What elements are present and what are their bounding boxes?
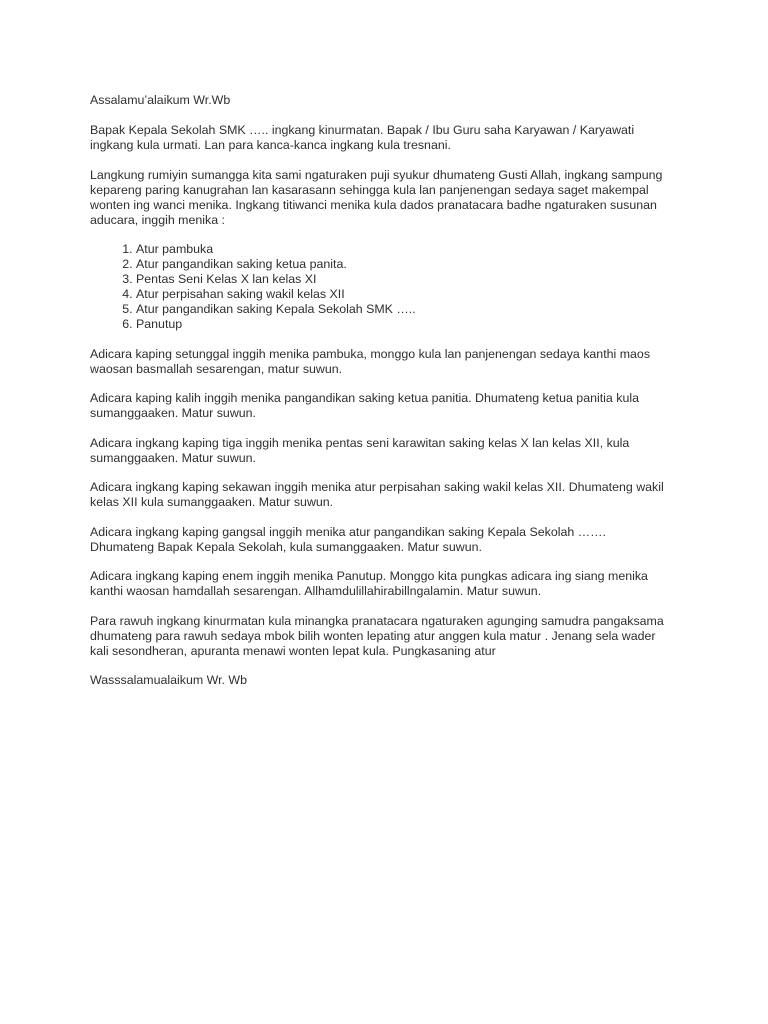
- text-line: Adicara ingkang kaping gangsal inggih menika atur pangandikan saking Kepala Sekolah …….: [90, 524, 606, 539]
- text-line: Para rawuh ingkang kinurmatan kula minangka pranatacara ngaturaken agunging samudra pangaksama: [90, 613, 664, 628]
- greeting: Assalamu’alaikum Wr.Wb: [90, 93, 231, 107]
- text-line: dhumateng para rawuh sedaya mbok bilih wonten lepating atur anggen kula matur . Jenang sela wader: [90, 628, 656, 643]
- text-line: Adicara kaping kalih inggih menika pangandikan saking ketua panitia. Dhumateng ketua panitia kula: [90, 391, 639, 405]
- text-line: Dhumateng Bapak Kepala Sekolah, kula sumanggaaken. Matur suwun.: [90, 539, 482, 554]
- text-line: kepareng paring kanugrahan lan kasarasann sehingga kula lan panjenengan sedaya saget makempal: [90, 182, 649, 197]
- paragraph-apology: [90, 614, 686, 659]
- paragraph-event-1: [90, 347, 686, 377]
- text-line: aducara, inggih menika :: [90, 212, 226, 227]
- agenda-item: 3. Pentas Seni Kelas X lan kelas XI: [136, 272, 686, 287]
- agenda-item: 5. Atur pangandikan saking Kepala Sekolah SMK …..: [136, 302, 686, 317]
- agenda-item: 1. Atur pambuka: [136, 242, 686, 257]
- text-line: Langkung rumiyin sumangga kita sami ngaturaken puji syukur dhumateng Gusti Allah, ingkang sampung: [90, 167, 663, 182]
- text-line: kelas XII kula sumanggaaken. Matur suwun.: [90, 495, 334, 509]
- document-body: [90, 93, 686, 703]
- text-line: wonten ing wanci menika. Ingkang titiwanci menika kula dados pranatacara badhe ngaturaken susunan: [90, 197, 657, 212]
- paragraph-event-5: [90, 525, 686, 555]
- paragraph-event-6: [90, 569, 686, 599]
- paragraph-opening: [90, 123, 686, 153]
- text-line: waosan basmallah sesarengan, matur suwun.: [90, 361, 343, 376]
- text-line: Adicara ingkang kaping sekawan inggih menika atur perpisahan saking wakil kelas XII. Dhumateng wakil: [90, 480, 664, 494]
- text-line: sumanggaaken. Matur suwun.: [90, 450, 256, 465]
- agenda-item: 4. Atur perpisahan saking wakil kelas XII: [136, 287, 686, 302]
- paragraph-event-4: [90, 480, 686, 510]
- paragraph-event-3: [90, 436, 686, 466]
- text-line: Adicara ingkang kaping enem inggih menika Panutup. Monggo kita pungkas adicara ing siang menika: [90, 569, 648, 583]
- text-line: Adicara ingkang kaping tiga inggih menika pentas seni karawitan saking kelas X lan kelas XII, kula: [90, 435, 630, 450]
- text-line: kali sesondheran, apuranta menawi wonten lepat kula. Pungkasaning atur: [90, 643, 496, 658]
- text-line: sumanggaaken. Matur suwun.: [90, 406, 256, 420]
- closing: Wasssalamualaikum Wr. Wb: [90, 673, 247, 687]
- agenda-item: 2. Atur pangandikan saking ketua panita.: [136, 257, 686, 272]
- text-line: Bapak Kepala Sekolah SMK ….. ingkang kinurmatan. Bapak / Ibu Guru saha Karyawan / Karyawati: [90, 123, 635, 137]
- agenda-list: [90, 242, 686, 332]
- text-line: Adicara kaping setunggal inggih menika pambuka, monggo kula lan panjenengan sedaya kanthi maos: [90, 346, 651, 361]
- text-line: kanthi waosan hamdallah sesarengan. Allhamdulillahirabillngalamin. Matur suwun.: [90, 584, 542, 598]
- paragraph-event-2: [90, 391, 686, 421]
- paragraph-gratitude: [90, 168, 686, 228]
- agenda-item: 6. Panutup: [136, 317, 686, 332]
- text-line: ingkang kula urmati. Lan para kanca-kanca ingkang kula tresnani.: [90, 138, 451, 152]
